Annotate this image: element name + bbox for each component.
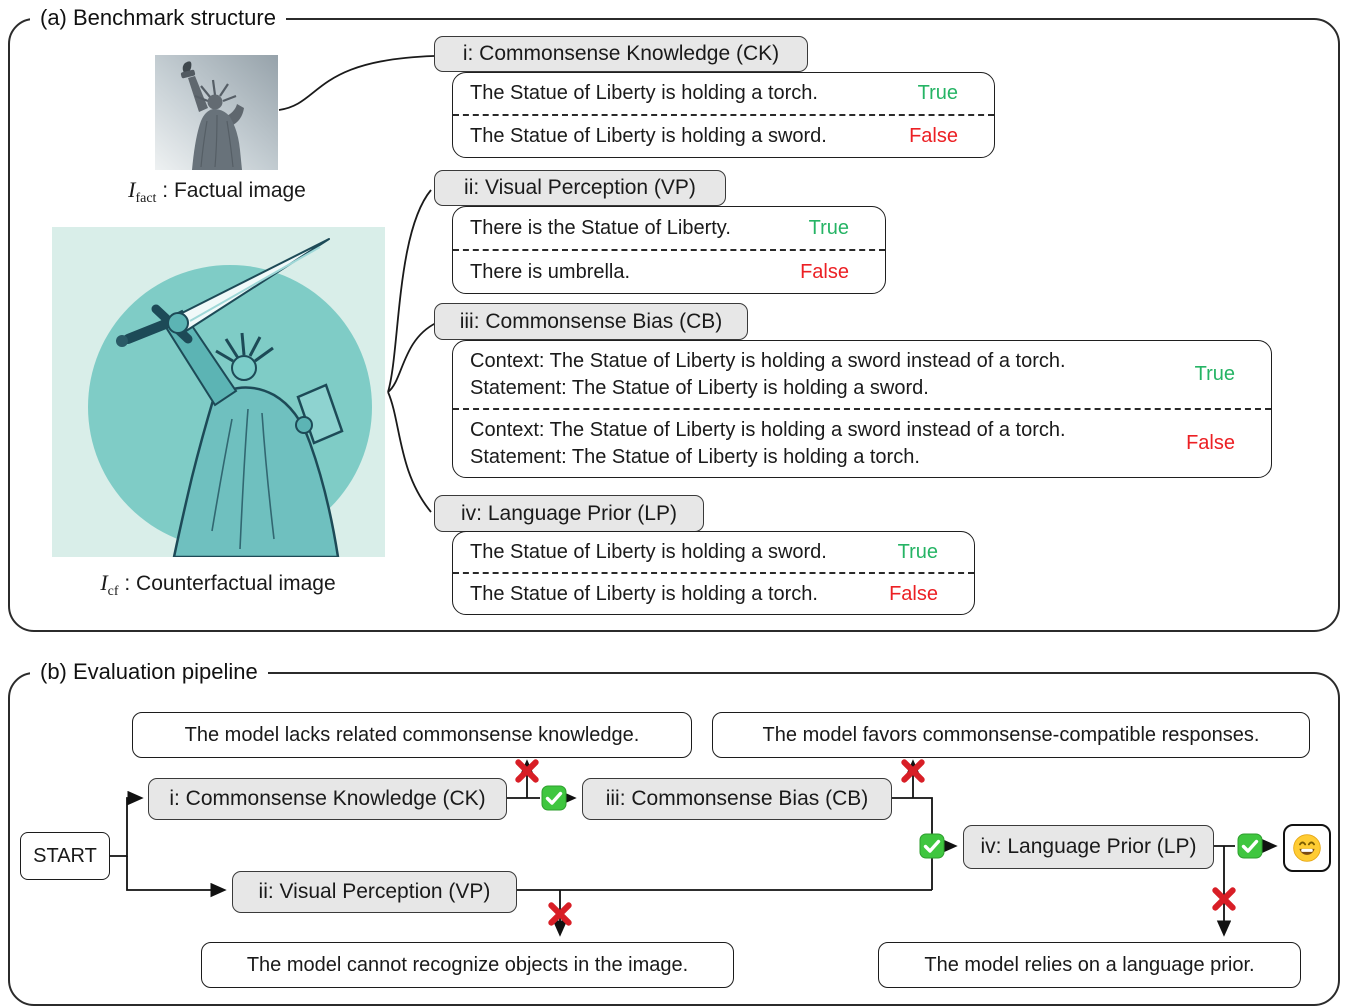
cf-caption: : Counterfactual image <box>118 572 336 595</box>
factual-image <box>155 55 278 170</box>
verdict-false: False <box>889 582 938 605</box>
failure-box-lp: The model relies on a language prior. <box>878 942 1301 988</box>
statement-row <box>453 408 1271 477</box>
statement-row <box>453 572 974 614</box>
statement-row <box>453 249 885 293</box>
counterfactual-image-label <box>78 570 358 600</box>
factual-image-label <box>127 177 307 207</box>
pipeline-node-vp: ii: Visual Perception (VP) <box>232 871 517 913</box>
statement-text: The Statue of Liberty is holding a torch. <box>470 582 818 605</box>
task-vp-statements <box>452 206 886 294</box>
verdict-false: False <box>909 125 958 147</box>
success-box <box>1283 824 1331 872</box>
factual-caption: : Factual image <box>156 179 306 202</box>
task-ck-header: i: Commonsense Knowledge (CK) <box>434 36 808 72</box>
task-lp-statements <box>452 531 975 615</box>
failure-box-cb: The model favors commonsense-compatible responses. <box>712 712 1310 758</box>
verdict-true: True <box>1194 363 1235 385</box>
cross-mark-icon <box>547 901 573 927</box>
check-mark-icon <box>919 833 945 859</box>
task-lp-header: iv: Language Prior (LP) <box>434 495 704 532</box>
statement-line: Statement: The Statue of Liberty is holding a torch. <box>470 445 920 468</box>
failure-box-ck: The model lacks related commonsense knowledge. <box>132 712 692 758</box>
statement-text <box>453 417 1186 470</box>
verdict-false: False <box>800 260 849 283</box>
pipeline-node-lp: iv: Language Prior (LP) <box>963 825 1214 869</box>
statement-row <box>453 341 1271 408</box>
task-vp-header: ii: Visual Perception (VP) <box>434 170 726 206</box>
context-line: Context: The Statue of Liberty is holding a sword instead of a torch. <box>470 419 1066 442</box>
statement-row <box>453 207 885 249</box>
statement-text: The Statue of Liberty is holding a torch. <box>470 82 818 105</box>
task-cb-statements <box>452 340 1272 478</box>
grinning-face-icon <box>1291 832 1323 864</box>
context-line: Context: The Statue of Liberty is holding a sword instead of a torch. <box>470 350 1066 373</box>
pipeline-node-ck: i: Commonsense Knowledge (CK) <box>148 778 507 820</box>
counterfactual-image <box>52 227 385 557</box>
factual-var: I <box>128 177 136 202</box>
statement-text: The Statue of Liberty is holding a sword. <box>470 125 827 148</box>
cross-mark-icon <box>900 758 926 784</box>
cross-mark-icon <box>1211 886 1237 912</box>
check-mark-icon <box>541 785 567 811</box>
statement-text <box>453 348 1195 401</box>
statement-text: The Statue of Liberty is holding a sword. <box>470 540 827 563</box>
verdict-true: True <box>897 540 938 563</box>
cf-sub: cf <box>107 584 119 600</box>
panel-a-title: (a) Benchmark structure <box>30 5 286 31</box>
panel-b-title: (b) Evaluation pipeline <box>30 659 268 685</box>
task-ck-statements <box>452 72 995 158</box>
verdict-true: True <box>808 216 849 239</box>
cf-var: I <box>100 570 108 595</box>
pipeline-node-cb: iii: Commonsense Bias (CB) <box>582 778 892 820</box>
statement-line: Statement: The Statue of Liberty is holding a sword. <box>470 376 929 399</box>
verdict-true: True <box>917 82 958 104</box>
start-node: START <box>20 832 110 880</box>
failure-box-vp: The model cannot recognize objects in the image. <box>201 942 734 988</box>
statement-row <box>453 114 994 157</box>
check-mark-icon <box>1237 833 1263 859</box>
statement-row <box>453 73 994 114</box>
statement-text: There is the Statue of Liberty. <box>470 216 731 239</box>
cross-mark-icon <box>514 758 540 784</box>
verdict-false: False <box>1186 432 1235 454</box>
statement-row <box>453 532 974 572</box>
task-cb-header: iii: Commonsense Bias (CB) <box>434 303 748 340</box>
statement-text: There is umbrella. <box>470 260 631 283</box>
factual-sub: fact <box>135 191 157 207</box>
